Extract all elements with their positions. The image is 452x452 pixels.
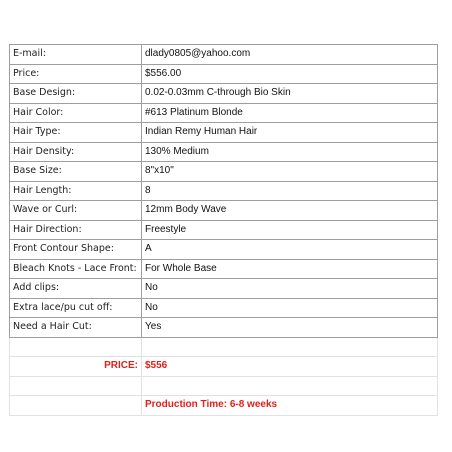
table-row <box>10 142 438 162</box>
row-value: Freestyle <box>142 220 438 240</box>
row-label: E-mail: <box>10 45 142 65</box>
spacer-row <box>10 376 438 396</box>
table-row <box>10 240 438 260</box>
table-row <box>10 201 438 221</box>
row-label: Extra lace/pu cut off: <box>10 298 142 318</box>
row-value: #613 Platinum Blonde <box>142 103 438 123</box>
price-row <box>10 357 438 377</box>
table-row <box>10 279 438 299</box>
row-label: Hair Density: <box>10 142 142 162</box>
row-value: 8"x10" <box>142 162 438 182</box>
table-row <box>10 123 438 143</box>
row-label: Base Design: <box>10 84 142 104</box>
row-value: For Whole Base <box>142 259 438 279</box>
row-label: Add clips: <box>10 279 142 299</box>
row-label: Need a Hair Cut: <box>10 318 142 338</box>
row-label: Hair Color: <box>10 103 142 123</box>
row-value: 130% Medium <box>142 142 438 162</box>
row-label: Wave or Curl: <box>10 201 142 221</box>
row-value: No <box>142 298 438 318</box>
row-label: Hair Type: <box>10 123 142 143</box>
row-value: Yes <box>142 318 438 338</box>
table-row <box>10 64 438 84</box>
row-value: $556.00 <box>142 64 438 84</box>
table-row <box>10 45 438 65</box>
table-row <box>10 220 438 240</box>
row-label: Hair Length: <box>10 181 142 201</box>
row-value: 12mm Body Wave <box>142 201 438 221</box>
table-row <box>10 181 438 201</box>
row-label: Bleach Knots - Lace Front: <box>10 259 142 279</box>
row-label: Front Contour Shape: <box>10 240 142 260</box>
table-row <box>10 162 438 182</box>
table-row <box>10 259 438 279</box>
production-time: Production Time: 6-8 weeks <box>142 396 438 416</box>
row-value: 8 <box>142 181 438 201</box>
table-row <box>10 84 438 104</box>
order-details-table <box>9 44 438 416</box>
row-label: Price: <box>10 64 142 84</box>
row-value: Indian Remy Human Hair <box>142 123 438 143</box>
table-row <box>10 298 438 318</box>
row-value: No <box>142 279 438 299</box>
production-row <box>10 396 438 416</box>
row-value: dlady0805@yahoo.com <box>142 45 438 65</box>
table-row <box>10 318 438 338</box>
spacer-row <box>10 337 438 357</box>
row-value: 0.02-0.03mm C-through Bio Skin <box>142 84 438 104</box>
row-value: A <box>142 240 438 260</box>
row-label: Hair Direction: <box>10 220 142 240</box>
price-value: $556 <box>142 357 438 377</box>
row-label: Base Size: <box>10 162 142 182</box>
price-label: PRICE: <box>10 357 142 377</box>
table-row <box>10 103 438 123</box>
